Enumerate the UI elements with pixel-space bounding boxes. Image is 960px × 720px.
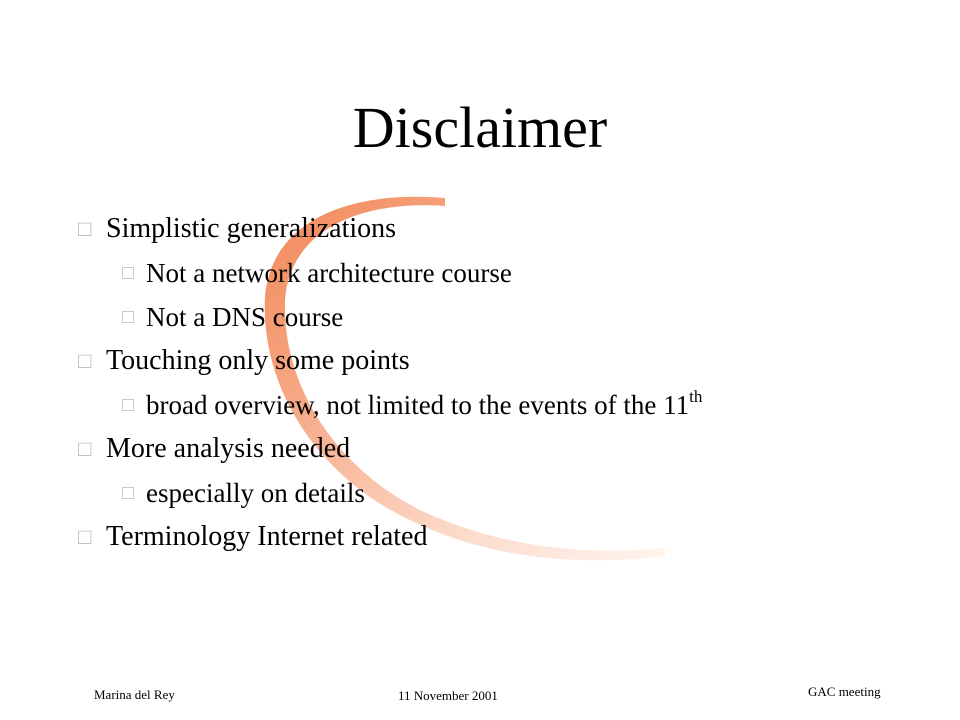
bullet-icon: □ <box>122 306 135 328</box>
bullet-icon: □ <box>78 436 92 461</box>
bullet-text: broad overview, not limited to the events of the 11 <box>146 390 690 420</box>
bullet-item <box>78 339 702 383</box>
sub-bullet-item <box>78 251 702 295</box>
bullet-text: More analysis needed <box>106 433 351 464</box>
bullet-text: Not a network architecture course <box>146 258 512 288</box>
bullet-text: Touching only some points <box>106 345 410 376</box>
bullet-icon: □ <box>78 524 92 549</box>
footer-location: Marina del Rey <box>94 687 175 702</box>
bullet-text: Terminology Internet related <box>106 521 428 552</box>
bullet-text: Simplistic generalizations <box>106 213 397 244</box>
bullet-icon: □ <box>78 216 92 241</box>
bullet-icon: □ <box>122 482 135 504</box>
sub-bullet-item <box>78 295 702 339</box>
footer-date: 11 November 2001 <box>398 688 498 703</box>
bullet-icon: □ <box>78 348 92 373</box>
bullet-item <box>78 207 702 251</box>
bullet-icon: □ <box>122 394 135 416</box>
sub-bullet-item <box>78 471 702 515</box>
bullet-list <box>78 207 702 559</box>
superscript: th <box>689 387 703 406</box>
bullet-item <box>78 515 702 559</box>
sub-bullet-item <box>78 383 702 427</box>
bullet-text: especially on details <box>146 478 365 508</box>
bullet-item <box>78 427 702 471</box>
footer-event: GAC meeting <box>808 684 881 699</box>
bullet-icon: □ <box>122 262 135 284</box>
slide-title: Disclaimer <box>352 95 608 160</box>
bullet-text: Not a DNS course <box>146 302 344 332</box>
